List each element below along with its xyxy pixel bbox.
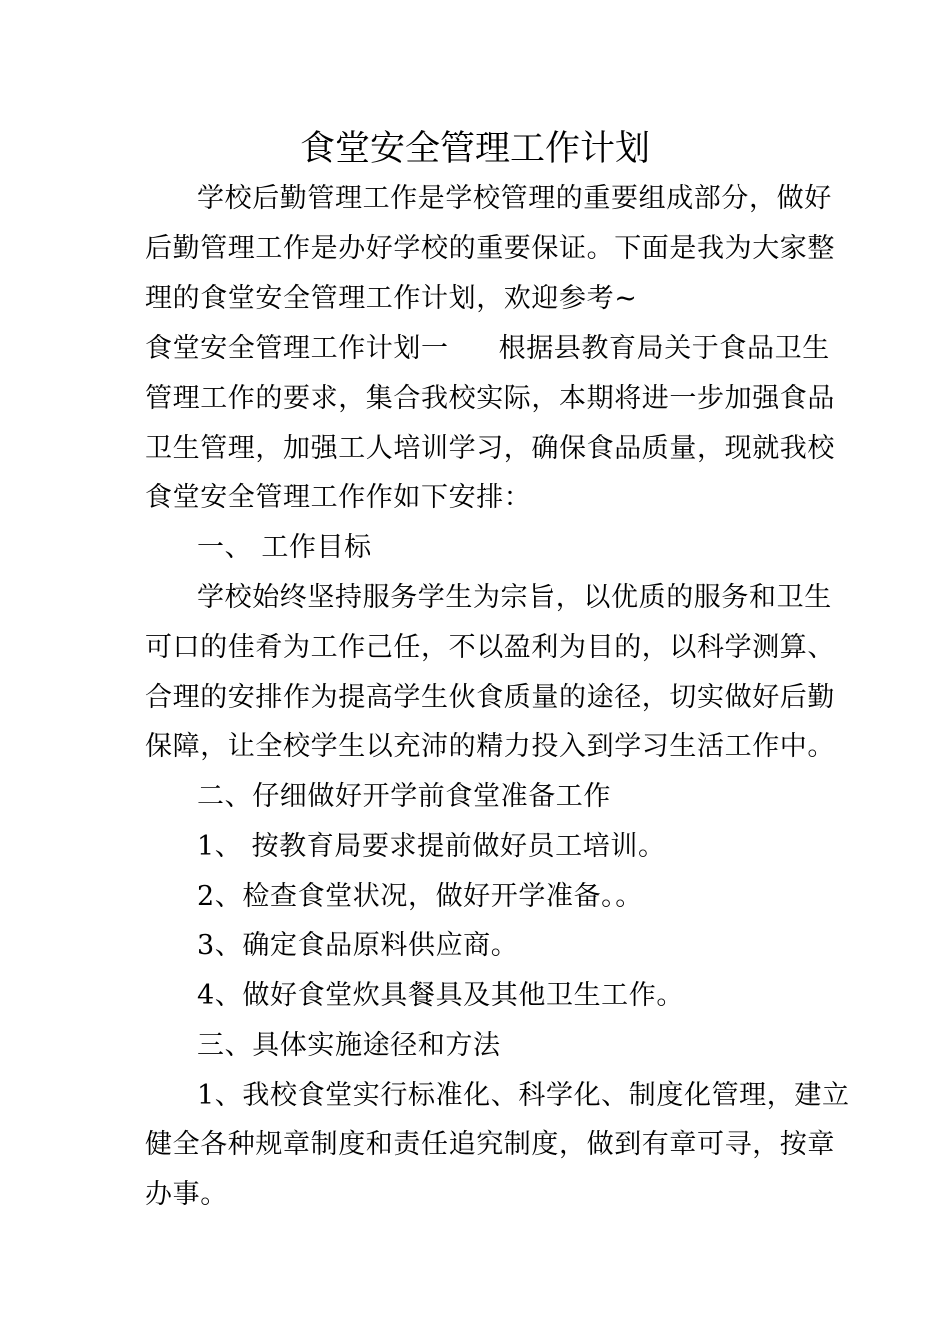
paragraph-line: 理的食堂安全管理工作计划，欢迎参考~ bbox=[145, 283, 638, 314]
paragraph-line: 健全各种规章制度和责任追究制度，做到有章可寻，按章 bbox=[145, 1129, 835, 1160]
paragraph-line: 管理工作的要求，集合我校实际，本期将进一步加强食品 bbox=[145, 383, 835, 414]
section-heading: 二、仔细做好开学前食堂准备工作 bbox=[197, 781, 611, 812]
list-item: 2、检查食堂状况，做好开学准备。。 bbox=[197, 881, 643, 912]
document-title: 食堂安全管理工作计划 bbox=[299, 129, 650, 169]
paragraph-line: 1、我校食堂实行标准化、科学化、制度化管理，建立 bbox=[197, 1080, 850, 1111]
paragraph-line: 合理的安排作为提高学生伙食质量的途径，切实做好后勤 bbox=[145, 682, 835, 713]
paragraph-line bbox=[145, 329, 830, 369]
section-heading: 一、 工作目标 bbox=[197, 532, 372, 563]
paragraph-line: 可口的佳肴为工作己任，不以盈利为目的，以科学测算、 bbox=[145, 632, 835, 663]
paragraph-line: 保障，让全校学生以充沛的精力投入到学习生活工作中。 bbox=[145, 731, 835, 762]
section-heading-inline: 食堂安全管理工作计划一 bbox=[145, 333, 449, 364]
paragraph-text: 根据县教育局关于食品卫生 bbox=[498, 333, 830, 364]
paragraph-line: 食堂安全管理工作作如下安排： bbox=[145, 482, 532, 513]
list-item: 4、做好食堂炊具餐具及其他卫生工作。 bbox=[197, 980, 684, 1011]
paragraph-line: 后勤管理工作是办好学校的重要保证。下面是我为大家整 bbox=[145, 233, 835, 264]
paragraph-line: 学校后勤管理工作是学校管理的重要组成部分，做好 bbox=[197, 183, 832, 214]
paragraph-line: 学校始终坚持服务学生为宗旨，以优质的服务和卫生 bbox=[197, 582, 832, 613]
paragraph-line: 卫生管理，加强工人培训学习，确保食品质量，现就我校 bbox=[145, 433, 835, 464]
list-item: 1、 按教育局要求提前做好员工培训。 bbox=[197, 831, 666, 862]
list-item: 3、确定食品原料供应商。 bbox=[197, 930, 519, 961]
section-heading: 三、具体实施途径和方法 bbox=[197, 1030, 501, 1061]
paragraph-line: 办事。 bbox=[145, 1179, 228, 1210]
